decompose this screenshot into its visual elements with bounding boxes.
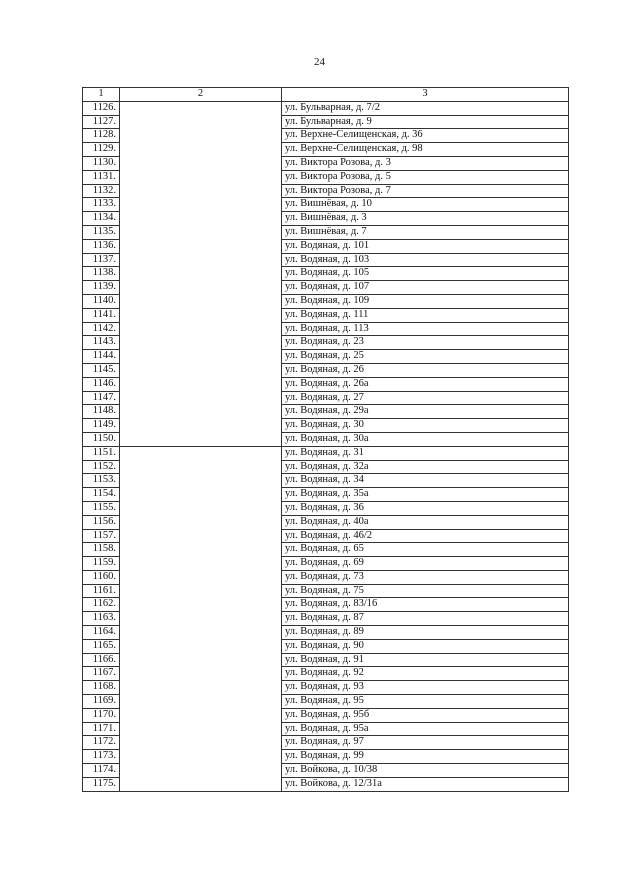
- address-cell: ул. Вишнёвая, д. 10: [282, 198, 569, 212]
- table-row: [83, 446, 569, 460]
- address-cell: ул. Вишнёвая, д. 7: [282, 225, 569, 239]
- address-cell: ул. Водяная, д. 111: [282, 308, 569, 322]
- row-number: 1166.: [83, 653, 120, 667]
- row-number: 1150.: [83, 432, 120, 446]
- row-number: 1148.: [83, 405, 120, 419]
- address-table: [82, 87, 569, 792]
- row-number: 1133.: [83, 198, 120, 212]
- column-header-1: 1: [83, 88, 120, 102]
- address-cell: ул. Водяная, д. 26а: [282, 377, 569, 391]
- row-number: 1156.: [83, 515, 120, 529]
- row-number: 1147.: [83, 391, 120, 405]
- row-number: 1174.: [83, 764, 120, 778]
- row-number: 1169.: [83, 695, 120, 709]
- address-cell: ул. Бульварная, д. 7/2: [282, 101, 569, 115]
- address-cell: ул. Водяная, д. 30: [282, 419, 569, 433]
- column-header-2: 2: [120, 88, 282, 102]
- row-number: 1141.: [83, 308, 120, 322]
- row-number: 1126.: [83, 101, 120, 115]
- row-number: 1162.: [83, 598, 120, 612]
- address-cell: ул. Водяная, д. 103: [282, 253, 569, 267]
- address-cell: ул. Водяная, д. 113: [282, 322, 569, 336]
- row-number: 1159.: [83, 557, 120, 571]
- address-cell: ул. Водяная, д. 34: [282, 474, 569, 488]
- address-cell: ул. Вишнёвая, д. 3: [282, 212, 569, 226]
- row-number: 1130.: [83, 156, 120, 170]
- row-number: 1170.: [83, 708, 120, 722]
- row-number: 1138.: [83, 267, 120, 281]
- address-cell: ул. Водяная, д. 101: [282, 239, 569, 253]
- row-number: 1145.: [83, 363, 120, 377]
- address-cell: ул. Верхне-Селищенская, д. 36: [282, 129, 569, 143]
- address-cell: ул. Водяная, д. 90: [282, 639, 569, 653]
- row-number: 1167.: [83, 667, 120, 681]
- row-number: 1164.: [83, 626, 120, 640]
- address-cell: ул. Водяная, д. 97: [282, 736, 569, 750]
- address-cell: ул. Виктора Розова, д. 7: [282, 184, 569, 198]
- address-cell: ул. Водяная, д. 35а: [282, 488, 569, 502]
- address-cell: ул. Виктора Розова, д. 5: [282, 170, 569, 184]
- address-cell: ул. Водяная, д. 23: [282, 336, 569, 350]
- address-cell: ул. Водяная, д. 95а: [282, 722, 569, 736]
- address-cell: ул. Водяная, д. 73: [282, 570, 569, 584]
- row-number: 1152.: [83, 460, 120, 474]
- address-cell: ул. Водяная, д. 46/2: [282, 529, 569, 543]
- row-number: 1163.: [83, 612, 120, 626]
- row-number: 1168.: [83, 681, 120, 695]
- address-cell: ул. Водяная, д. 26: [282, 363, 569, 377]
- row-number: 1129.: [83, 143, 120, 157]
- row-number: 1131.: [83, 170, 120, 184]
- table-header-row: [83, 88, 569, 102]
- merged-blank-cell: [120, 446, 282, 791]
- address-cell: ул. Водяная, д. 30а: [282, 432, 569, 446]
- row-number: 1139.: [83, 281, 120, 295]
- row-number: 1140.: [83, 294, 120, 308]
- row-number: 1157.: [83, 529, 120, 543]
- row-number: 1165.: [83, 639, 120, 653]
- merged-blank-cell: [120, 101, 282, 446]
- address-cell: ул. Виктора Розова, д. 3: [282, 156, 569, 170]
- address-cell: ул. Водяная, д. 107: [282, 281, 569, 295]
- row-number: 1155.: [83, 501, 120, 515]
- row-number: 1171.: [83, 722, 120, 736]
- address-cell: ул. Водяная, д. 95: [282, 695, 569, 709]
- address-cell: ул. Водяная, д. 83/16: [282, 598, 569, 612]
- address-cell: ул. Водяная, д. 75: [282, 584, 569, 598]
- row-number: 1173.: [83, 750, 120, 764]
- row-number: 1128.: [83, 129, 120, 143]
- address-cell: ул. Водяная, д. 27: [282, 391, 569, 405]
- column-header-3: 3: [282, 88, 569, 102]
- address-cell: ул. Войкова, д. 12/31а: [282, 777, 569, 791]
- row-number: 1154.: [83, 488, 120, 502]
- row-number: 1160.: [83, 570, 120, 584]
- row-number: 1161.: [83, 584, 120, 598]
- row-number: 1134.: [83, 212, 120, 226]
- address-cell: ул. Водяная, д. 36: [282, 501, 569, 515]
- address-cell: ул. Водяная, д. 29а: [282, 405, 569, 419]
- row-number: 1135.: [83, 225, 120, 239]
- row-number: 1132.: [83, 184, 120, 198]
- row-number: 1136.: [83, 239, 120, 253]
- row-number: 1143.: [83, 336, 120, 350]
- table-row: [83, 101, 569, 115]
- address-cell: ул. Водяная, д. 95б: [282, 708, 569, 722]
- address-cell: ул. Водяная, д. 32а: [282, 460, 569, 474]
- row-number: 1142.: [83, 322, 120, 336]
- address-cell: ул. Верхне-Селищенская, д. 98: [282, 143, 569, 157]
- address-cell: ул. Бульварная, д. 9: [282, 115, 569, 129]
- row-number: 1137.: [83, 253, 120, 267]
- address-cell: ул. Водяная, д. 91: [282, 653, 569, 667]
- row-number: 1149.: [83, 419, 120, 433]
- address-cell: ул. Водяная, д. 65: [282, 543, 569, 557]
- address-cell: ул. Водяная, д. 93: [282, 681, 569, 695]
- row-number: 1151.: [83, 446, 120, 460]
- row-number: 1158.: [83, 543, 120, 557]
- address-cell: ул. Водяная, д. 89: [282, 626, 569, 640]
- address-cell: ул. Водяная, д. 69: [282, 557, 569, 571]
- address-cell: ул. Водяная, д. 99: [282, 750, 569, 764]
- page-number: 24: [314, 56, 325, 68]
- row-number: 1127.: [83, 115, 120, 129]
- row-number: 1172.: [83, 736, 120, 750]
- address-cell: ул. Водяная, д. 31: [282, 446, 569, 460]
- row-number: 1175.: [83, 777, 120, 791]
- address-cell: ул. Водяная, д. 92: [282, 667, 569, 681]
- address-cell: ул. Войкова, д. 10/38: [282, 764, 569, 778]
- address-cell: ул. Водяная, д. 87: [282, 612, 569, 626]
- row-number: 1146.: [83, 377, 120, 391]
- row-number: 1153.: [83, 474, 120, 488]
- address-cell: ул. Водяная, д. 25: [282, 350, 569, 364]
- address-cell: ул. Водяная, д. 105: [282, 267, 569, 281]
- address-cell: ул. Водяная, д. 40а: [282, 515, 569, 529]
- row-number: 1144.: [83, 350, 120, 364]
- address-cell: ул. Водяная, д. 109: [282, 294, 569, 308]
